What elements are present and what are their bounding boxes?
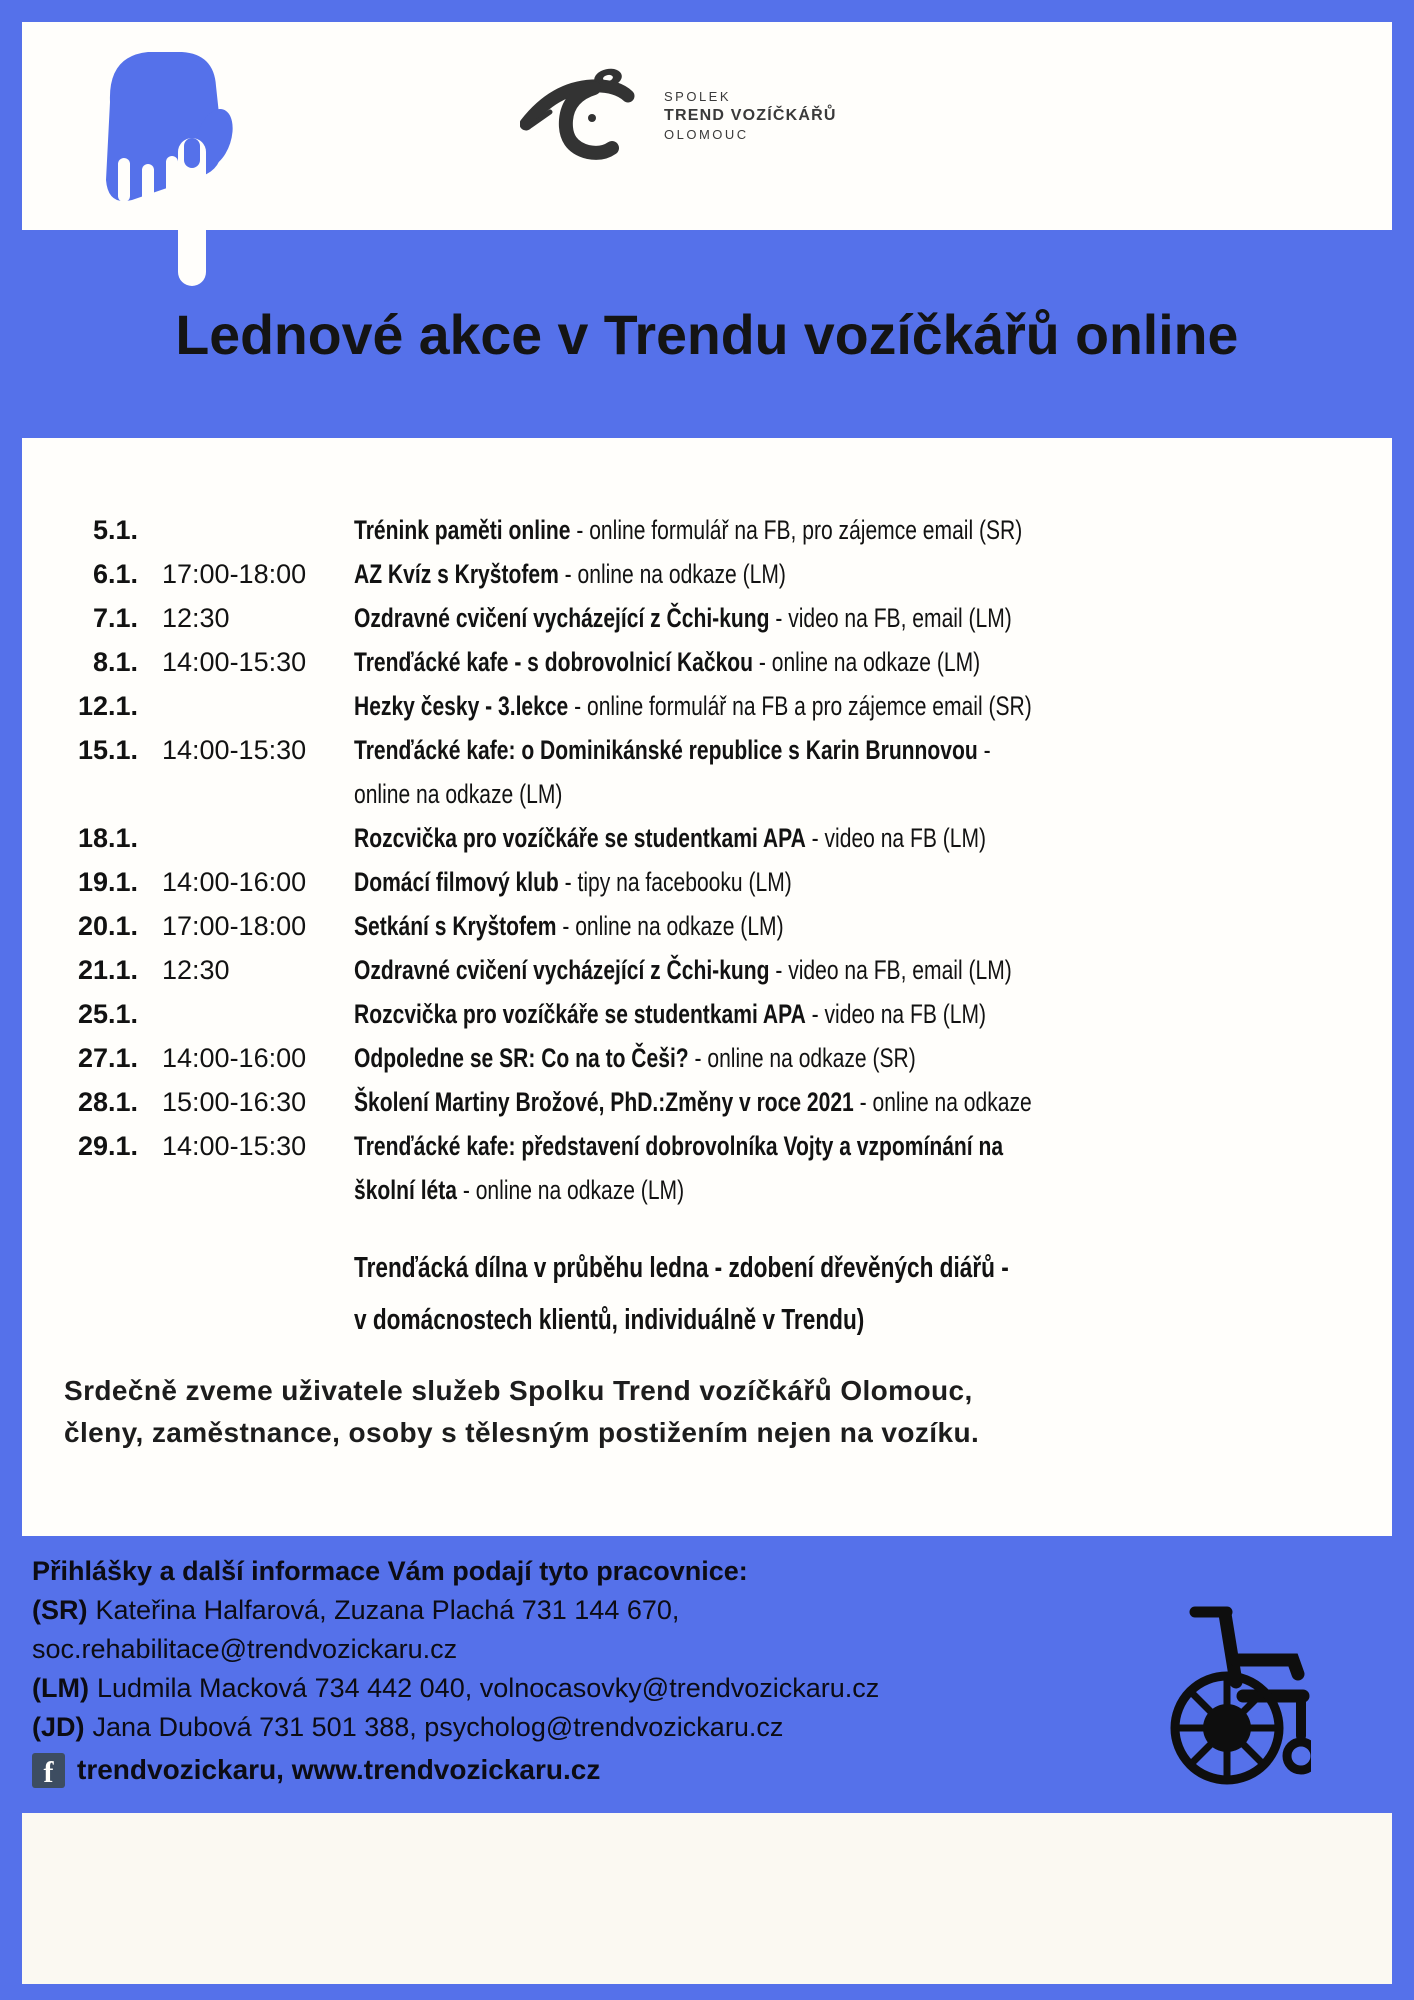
- contacts-lines: [32, 1591, 879, 1747]
- event-time: 14:00-16:00: [162, 866, 307, 897]
- event-row: [62, 508, 1362, 552]
- logo-text: [664, 89, 837, 144]
- event-description: AZ Kvíz s Kryštofem - online na odkaze (LM): [354, 558, 786, 589]
- logo-line-olomouc: OLOMOUC: [664, 126, 749, 142]
- page-title: Lednové akce v Trendu vozíčkářů online: [175, 302, 1239, 366]
- event-row: [62, 904, 1362, 948]
- event-time: 14:00-16:00: [162, 1042, 307, 1073]
- event-description: online na odkaze (LM): [354, 778, 563, 809]
- event-time: 14:00-15:30: [162, 646, 307, 677]
- facebook-icon: f: [32, 1753, 65, 1788]
- contacts-heading: Přihlášky a další informace Vám podají tyto pracovnice:: [32, 1556, 748, 1586]
- contact-line: [32, 1708, 879, 1747]
- event-row: [62, 948, 1362, 992]
- event-time: 12:30: [162, 602, 230, 633]
- title-band: [22, 230, 1392, 438]
- contacts-section: [32, 1552, 879, 1791]
- event-date: 27.1.: [77, 1042, 138, 1073]
- logo-brush-c-icon: [520, 66, 652, 167]
- contact-line: [32, 1591, 879, 1630]
- trend-vozickaru-logo: [520, 66, 837, 167]
- event-time: 12:30: [162, 954, 230, 985]
- event-time: 15:00-16:30: [162, 1086, 307, 1117]
- event-date: 21.1.: [77, 954, 138, 985]
- event-time: 17:00-18:00: [162, 910, 307, 941]
- event-date: 12.1.: [77, 690, 138, 721]
- event-row: [62, 640, 1362, 684]
- contact-text: Kateřina Halfarová, Zuzana Plachá 731 144 670,: [95, 1595, 680, 1625]
- event-time: 14:00-15:30: [162, 1130, 307, 1161]
- invitation-line: členy, zaměstnance, osoby s tělesným postižením nejen na vozíku.: [64, 1417, 980, 1448]
- event-date: 5.1.: [92, 514, 138, 545]
- workshop-note: [354, 1242, 1193, 1346]
- event-description: Domácí filmový klub - tipy na facebooku (LM): [354, 866, 792, 897]
- contact-text: soc.rehabilitace@trendvozickaru.cz: [32, 1634, 458, 1664]
- event-row: [62, 1036, 1362, 1080]
- event-row: [62, 684, 1362, 728]
- contact-line: [32, 1630, 879, 1669]
- wheelchair-icon: [1143, 1598, 1311, 1793]
- event-description: Trénink paměti online - online formulář na FB, pro zájemce email (SR): [354, 514, 1023, 545]
- facebook-row: [32, 1749, 879, 1791]
- contact-prefix: (LM): [32, 1673, 89, 1703]
- schedule-list: [62, 508, 1362, 1212]
- event-row: [62, 1124, 1362, 1168]
- event-date: 29.1.: [77, 1130, 138, 1161]
- contact-prefix: (SR): [32, 1595, 88, 1625]
- event-description: Trenďácké kafe: o Dominikánské republice s Karin Brunnovou -: [354, 734, 991, 765]
- contact-prefix: (JD): [32, 1712, 85, 1742]
- event-row: [62, 728, 1362, 772]
- event-date: 20.1.: [77, 910, 138, 941]
- event-date: 8.1.: [92, 646, 138, 677]
- event-description: Školení Martiny Brožové, PhD.:Změny v roce 2021 - online na odkaze: [354, 1086, 1032, 1117]
- event-date: 19.1.: [77, 866, 138, 897]
- invitation-text: [64, 1370, 979, 1454]
- contact-text: Jana Dubová 731 501 388, psycholog@trendvozickaru.cz: [92, 1712, 784, 1742]
- event-description: školní léta - online na odkaze (LM): [354, 1174, 685, 1205]
- event-description: Setkání s Kryštofem - online na odkaze (LM): [354, 910, 784, 941]
- event-date: 7.1.: [92, 602, 138, 633]
- event-row: [62, 816, 1362, 860]
- event-time: 14:00-15:30: [162, 734, 307, 765]
- invitation-line: Srdečně zveme uživatele služeb Spolku Trend vozíčkářů Olomouc,: [64, 1375, 973, 1406]
- event-row: [62, 992, 1362, 1036]
- event-date: 28.1.: [77, 1086, 138, 1117]
- event-description: Ozdravné cvičení vycházející z Čchi-kung - video na FB, email (LM): [354, 602, 1012, 633]
- event-date: 25.1.: [77, 998, 138, 1029]
- contact-text: Ludmila Macková 734 442 040, volnocasovky@trendvozickaru.cz: [96, 1673, 880, 1703]
- event-description: Ozdravné cvičení vycházející z Čchi-kung - video na FB, email (LM): [354, 954, 1012, 985]
- event-description: Rozcvička pro vozíčkáře se studentkami APA - video na FB (LM): [354, 998, 987, 1029]
- event-description: Hezky česky - 3.lekce - online formulář na FB a pro zájemce email (SR): [354, 690, 1032, 721]
- logo-line-spolek: SPOLEK: [664, 89, 732, 105]
- event-time: 17:00-18:00: [162, 558, 307, 589]
- facebook-label: trendvozickaru, www.trendvozickaru.cz: [77, 1754, 601, 1785]
- event-description: Trenďácké kafe - s dobrovolnicí Kačkou - online na odkaze (LM): [354, 646, 981, 677]
- event-row: [62, 596, 1362, 640]
- event-date: 6.1.: [92, 558, 138, 589]
- bottom-white-band: [22, 1813, 1392, 1984]
- event-description: Rozcvička pro vozíčkáře se studentkami APA - video na FB (LM): [354, 822, 987, 853]
- logo-line-trend: TREND VOZÍČKÁŘŮ: [664, 107, 837, 125]
- workshop-line: v domácnostech klientů, individuálně v Trendu): [354, 1303, 865, 1336]
- event-description: Trenďácké kafe: představení dobrovolníka Vojty a vzpomínání na: [354, 1130, 1004, 1161]
- event-row: [62, 860, 1362, 904]
- contact-line: [32, 1669, 879, 1708]
- event-row: [62, 1080, 1362, 1124]
- event-row: [62, 1168, 1362, 1212]
- event-description: Odpoledne se SR: Co na to Češi? - online na odkaze (SR): [354, 1042, 916, 1073]
- event-date: 18.1.: [77, 822, 138, 853]
- workshop-line: Trenďácká dílna v průběhu ledna - zdobení dřevěných diářů -: [354, 1251, 1009, 1284]
- event-row: [62, 552, 1362, 596]
- event-date: 15.1.: [77, 734, 138, 765]
- event-row: [62, 772, 1362, 816]
